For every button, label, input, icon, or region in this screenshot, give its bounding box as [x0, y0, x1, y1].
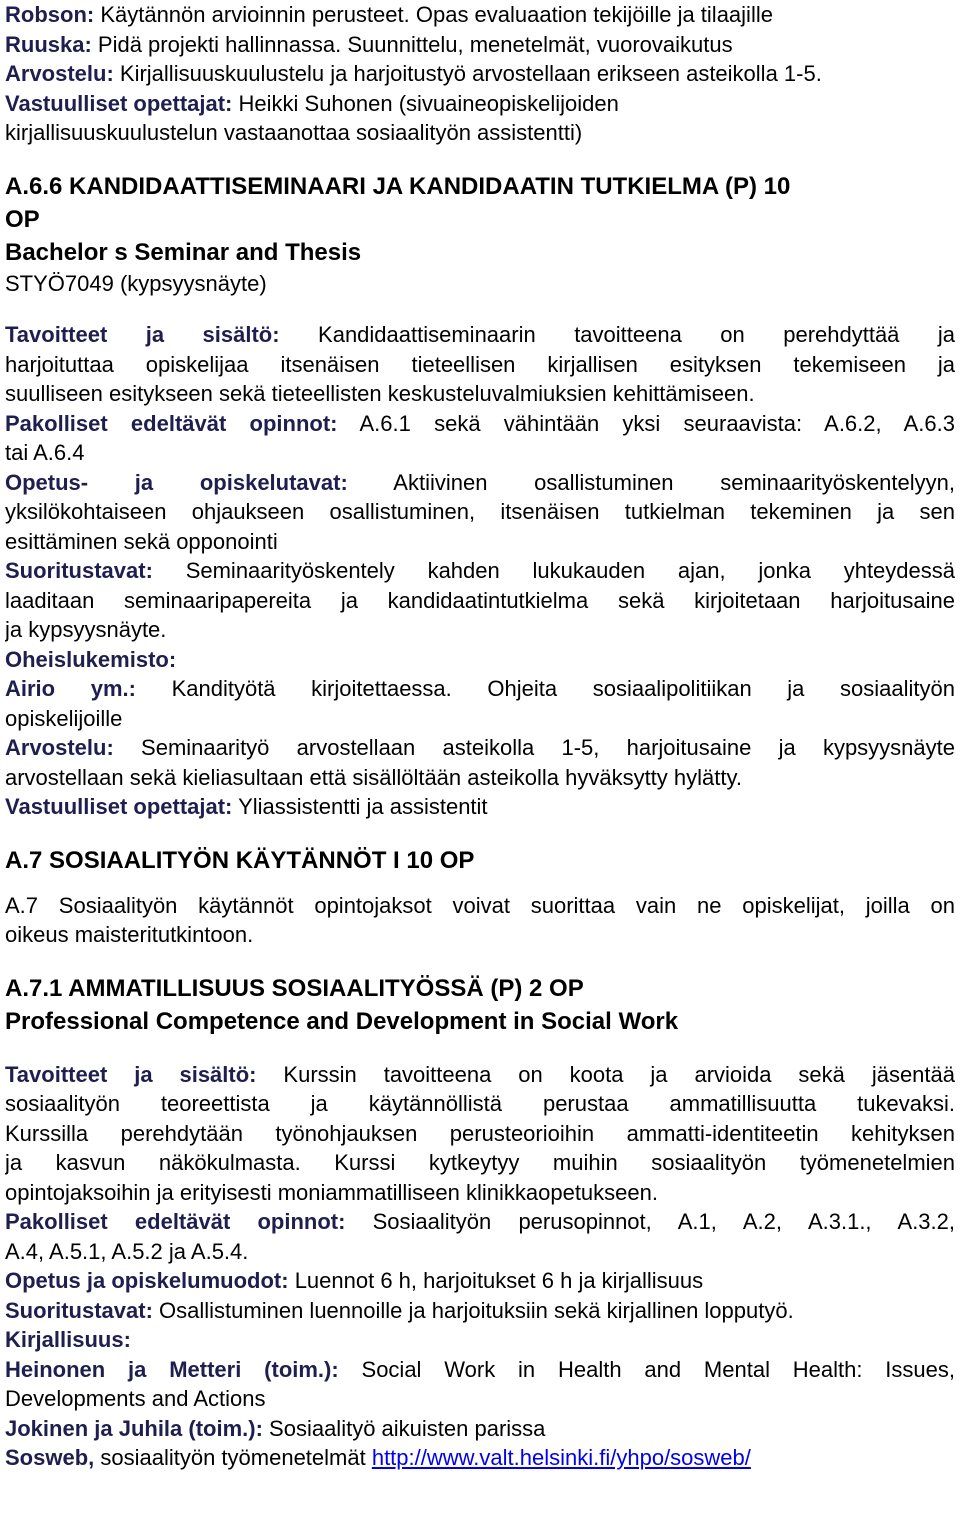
a71-literature-sosweb: Sosweb, sosiaalityön työmenetelmät http://www.valt.helsinki.fi/yhpo/sosweb/ [5, 1445, 751, 1470]
reading-airio-line-2: opiskelijoille [5, 705, 123, 731]
a71-literature-jokinen: Jokinen ja Juhila (toim.): Sosiaalityö aikuisten parissa [5, 1415, 546, 1441]
a71-teaching: Opetus ja opiskelumuodot: Luennot 6 h, harjoitukset 6 h ja kirjallisuus [5, 1268, 704, 1293]
completion-line-2: laaditaan seminaaripapereita ja kandidaatintutkielma sekä kirjoitetaan harjoitusaine [5, 587, 955, 613]
a71-literature-heinonen-2: Developments and Actions [5, 1386, 266, 1411]
a71-goals-line-1: Tavoitteet ja sisältö: Kurssin tavoitteena on koota ja arvioida sekä jäsentää [5, 1061, 955, 1087]
a71-completion: Suoritustavat: Osallistuminen luennoille ja harjoituksiin sekä kirjallinen lopputyö. [5, 1297, 794, 1323]
assessment-a66-line-1: Arvostelu: Seminaarityö arvostellaan asteikolla 1-5, harjoitusaine ja kypsyysnäyte [5, 735, 955, 760]
a71-goals-line-5: opintojaksoihin ja erityisesti moniammatilliseen klinikkaopetukseen. [5, 1179, 658, 1205]
completion-line-1: Suoritustavat: Seminaarityöskentely kahden lukukauden ajan, jonka yhteydessä [5, 558, 955, 583]
prereq-line-2: tai A.6.4 [5, 440, 85, 465]
a7-intro-line-1: A.7 Sosiaalityön käytännöt opintojaksot voivat suorittaa vain ne opiskelijat, joilla on [5, 892, 955, 918]
prereq-line-1: Pakolliset edeltävät opinnot: A.6.1 sekä vähintään yksi seuraavista: A.6.2, A.6.3 [5, 410, 955, 436]
a71-prereq-line-2: A.4, A.5.1, A.5.2 ja A.5.4. [5, 1238, 249, 1264]
teachers-line-cont: kirjallisuuskuulustelun vastaanottaa sosiaalityön assistentti) [5, 120, 583, 145]
section-heading-a66: A.6.6 KANDIDAATTISEMINAARI JA KANDIDAATIN TUTKIELMA (P) 10 [5, 172, 791, 200]
section-subtitle-a66: Bachelor s Seminar and Thesis [5, 238, 362, 266]
teachers-line: Vastuulliset opettajat: Heikki Suhonen (sivuaineopiskelijoiden [5, 90, 619, 116]
section-heading-a71: A.7.1 AMMATILLISUUS SOSIAALITYÖSSÄ (P) 2 OP [5, 974, 584, 1002]
a7-intro-line-2: oikeus maisteritutkintoon. [5, 922, 254, 947]
section-heading-a7: A.7 SOSIAALITYÖN KÄYTÄNNÖT I 10 OP [5, 846, 475, 874]
literature-ruuska: Ruuska: Pidä projekti hallinnassa. Suunnittelu, menetelmät, vuorovaikutus [5, 31, 733, 57]
sosweb-link[interactable]: http://www.valt.helsinki.fi/yhpo/sosweb/ [371, 1445, 751, 1470]
assessment-a66-line-2: arvostellaan sekä kieliasultaan että sisällöltään asteikolla hyväksytty hylätty. [5, 764, 742, 790]
goals-line-2: harjoituttaa opiskelijaa itsenäisen tieteellisen kirjallisen esityksen tekemiseen ja [5, 351, 955, 377]
reading-airio-line-1: Airio ym.: Kandityötä kirjoitettaessa. Ohjeita sosiaalipolitiikan ja sosiaalityön [5, 676, 955, 701]
reading-label: Oheislukemisto: [5, 646, 177, 672]
a71-literature-heinonen-1: Heinonen ja Metteri (toim.): Social Work in Health and Mental Health: Issues, [5, 1356, 955, 1382]
teachers-a66: Vastuulliset opettajat: Yliassistentti ja assistentit [5, 794, 488, 819]
section-subtitle-a71: Professional Competence and Development in Social Work [5, 1007, 679, 1035]
goals-line-1: Tavoitteet ja sisältö: Kandidaattiseminaarin tavoitteena on perehdyttää ja [5, 322, 955, 347]
a71-prereq-line-1: Pakolliset edeltävät opinnot: Sosiaalityön perusopinnot, A.1, A.2, A.3.1., A.3.2, [5, 1209, 955, 1234]
course-code: STYÖ7049 (kypsyysnäyte) [5, 270, 267, 296]
completion-line-3: ja kypsyysnäyte. [5, 617, 167, 642]
goals-line-3: suulliseen esitykseen sekä tieteellisten keskusteluvalmiuksien kehittämiseen. [5, 381, 755, 406]
a71-goals-line-2: sosiaalityön teoreettista ja käytännöllistä perustaa ammatillisuutta tukevaksi. [5, 1091, 955, 1116]
a71-goals-line-3: Kurssilla perehdytään työnohjauksen perusteorioihin ammatti-identiteetin kehityksen [5, 1120, 955, 1146]
assessment-line: Arvostelu: Kirjallisuuskuulustelu ja harjoitustyö arvostellaan erikseen asteikolla 1-5. [5, 61, 822, 86]
section-heading-a66-cont: OP [5, 205, 40, 233]
a71-goals-line-4: ja kasvun näkökulmasta. Kurssi kytkeytyy muihin sosiaalityön työmenetelmien [5, 1150, 955, 1175]
teaching-line-2: yksilökohtaiseen ohjaukseen osallistuminen, itsenäisen tutkielman tekeminen ja sen [5, 499, 955, 524]
teaching-line-3: esittäminen sekä opponointi [5, 528, 278, 554]
literature-robson: Robson: Käytännön arvioinnin perusteet. Opas evaluaation tekijöille ja tilaajille [5, 2, 773, 27]
a71-literature-label: Kirjallisuus: [5, 1327, 131, 1352]
teaching-line-1: Opetus- ja opiskelutavat: Aktiivinen osallistuminen seminaarityöskentelyyn, [5, 469, 955, 495]
